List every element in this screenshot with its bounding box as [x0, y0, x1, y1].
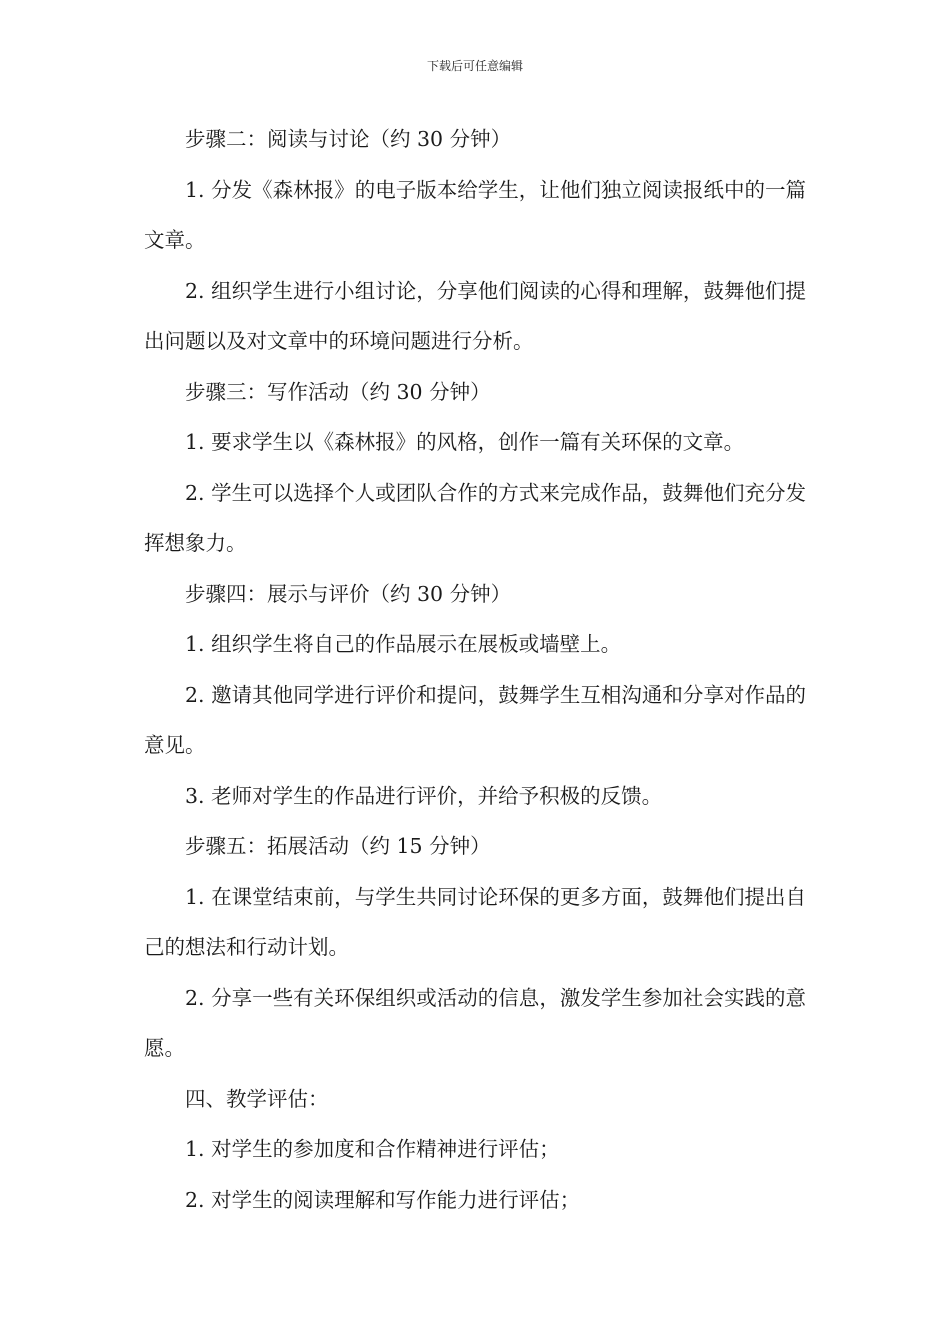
paragraph: 3. 老师对学生的作品进行评价，并给予积极的反馈。	[185, 783, 663, 808]
section-heading-step-5: 步骤五：拓展活动（约 15 分钟）	[185, 834, 491, 858]
paragraph: 2. 学生可以选择个人或团队合作的方式来完成作品，鼓舞他们充分发挥想象力。	[144, 480, 806, 555]
paragraph: 1. 在课堂结束前，与学生共同讨论环保的更多方面，鼓舞他们提出自己的想法和行动计划。	[144, 884, 806, 959]
paragraph: 2. 对学生的阅读理解和写作能力进行评估；	[185, 1187, 581, 1212]
section-heading-step-3: 步骤三：写作活动（约 30 分钟）	[185, 379, 491, 404]
document-body	[144, 114, 806, 1225]
section-heading-evaluation: 四、教学评估：	[185, 1086, 329, 1111]
section-heading-step-4: 步骤四：展示与评价（约 30 分钟）	[185, 581, 512, 606]
paragraph: 1. 分发《森林报》的电子版本给学生，让他们独立阅读报纸中的一篇文章。	[144, 177, 806, 252]
paragraph: 1. 要求学生以《森林报》的风格，创作一篇有关环保的文章。	[185, 430, 745, 454]
section-heading-step-2: 步骤二：阅读与讨论（约 30 分钟）	[185, 127, 512, 151]
paragraph: 1. 对学生的参加度和合作精神进行评估；	[185, 1137, 560, 1161]
paragraph: 2. 邀请其他同学进行评价和提问，鼓舞学生互相沟通和分享对作品的意见。	[144, 682, 806, 757]
paragraph: 2. 组织学生进行小组讨论，分享他们阅读的心得和理解，鼓舞他们提出问题以及对文章中的环境问题进行分析。	[144, 278, 806, 353]
page-header: 下载后可任意编辑	[426, 59, 523, 73]
paragraph: 2. 分享一些有关环保组织或活动的信息，激发学生参加社会实践的意愿。	[144, 985, 806, 1060]
paragraph: 1. 组织学生将自己的作品展示在展板或墙壁上。	[185, 632, 622, 656]
